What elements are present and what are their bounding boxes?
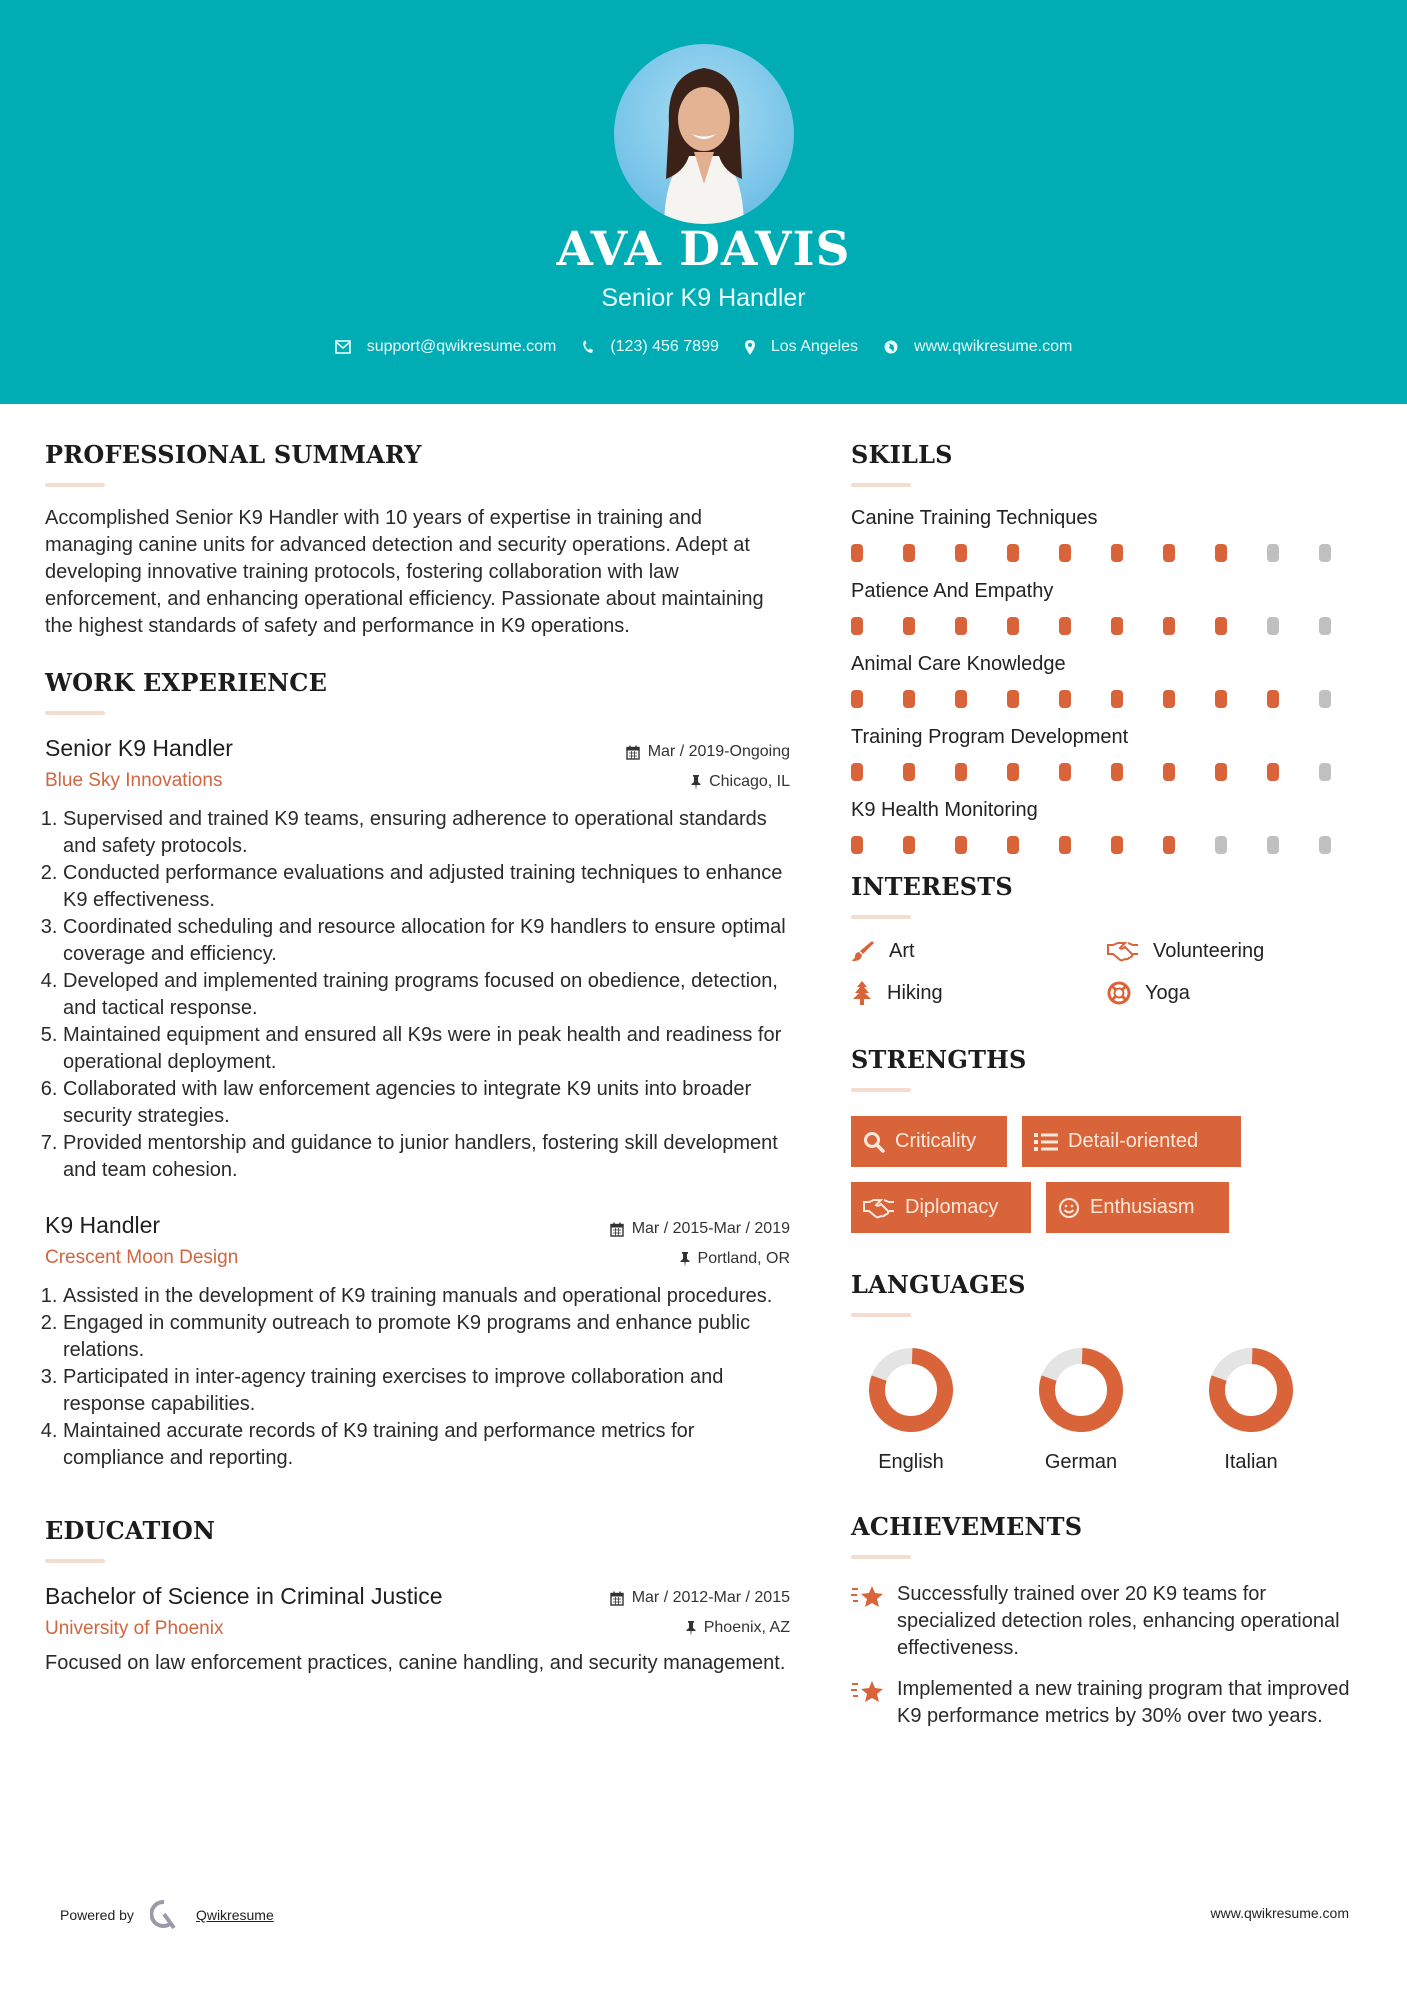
contact-location: Los Angeles xyxy=(745,338,858,356)
section-title: STRENGTHS xyxy=(851,1045,1027,1074)
smile-icon xyxy=(1058,1197,1080,1219)
summary-section xyxy=(45,440,790,640)
rating-dot xyxy=(1319,544,1331,562)
footer-website-link[interactable]: www.qwikresume.com xyxy=(1210,1905,1349,1921)
rating-dot xyxy=(955,617,967,635)
job-entry xyxy=(45,1212,790,1472)
bullet-item: 4. Developed and implemented training programs focused on obedience, detection, and tactical response. xyxy=(63,968,790,1022)
strength-badge-enthusiasm: Enthusiasm xyxy=(1046,1182,1229,1233)
rating-dot xyxy=(851,763,863,781)
bullet-item: 5. Maintained equipment and ensured all K9s were in peak health and readiness for operational deployment. xyxy=(63,1022,790,1076)
rating-dot xyxy=(1007,763,1019,781)
skill-name: Animal Care Knowledge xyxy=(851,653,1066,675)
rating-dot xyxy=(1059,763,1071,781)
skill-item xyxy=(851,726,1371,781)
tree-icon xyxy=(851,981,873,1005)
rating-dot xyxy=(851,617,863,635)
rating-dot xyxy=(851,690,863,708)
rating-dot xyxy=(1319,690,1331,708)
rating-dot xyxy=(851,836,863,854)
education-entry xyxy=(45,1583,790,1677)
bullet-item: 3. Coordinated scheduling and resource allocation for K9 handlers to ensure optimal coverage and efficiency. xyxy=(63,914,790,968)
job-location: Portland, OR xyxy=(610,1250,790,1268)
section-title: ACHIEVEMENTS xyxy=(851,1512,1083,1541)
rating-dot xyxy=(1007,836,1019,854)
job-location: Chicago, IL xyxy=(626,773,790,791)
language-item xyxy=(1191,1347,1361,1474)
skill-item xyxy=(851,580,1371,635)
section-divider xyxy=(851,1313,911,1317)
rating-dot xyxy=(1163,544,1175,562)
interest-volunteering: Volunteering xyxy=(1107,939,1357,963)
section-title: INTERESTS xyxy=(851,872,1013,901)
rating-dot xyxy=(903,690,915,708)
calendar-icon xyxy=(626,745,640,760)
job-dates: Mar / 2015-Mar / 2019 xyxy=(610,1220,790,1238)
degree-title: Bachelor of Science in Criminal Justice xyxy=(45,1583,443,1609)
rating-dot xyxy=(1059,617,1071,635)
section-title: LANGUAGES xyxy=(851,1270,1026,1299)
qwikresume-link[interactable]: Qwikresume xyxy=(195,1907,274,1923)
rating-dot xyxy=(1267,690,1279,708)
skills-section xyxy=(851,440,1371,854)
resume-header xyxy=(0,0,1407,404)
rating-dot xyxy=(1267,617,1279,635)
section-divider xyxy=(851,1088,911,1092)
experience-section xyxy=(45,668,790,1472)
job-dates: Mar / 2019-Ongoing xyxy=(626,743,790,761)
language-donut-chart xyxy=(868,1347,954,1433)
language-name: German xyxy=(1044,1451,1118,1473)
rating-dot xyxy=(1267,763,1279,781)
rating-dot xyxy=(1163,763,1175,781)
skill-rating xyxy=(851,836,1371,854)
profile-photo xyxy=(614,44,794,224)
shooting-star-icon xyxy=(851,1678,885,1706)
rating-dot xyxy=(1215,690,1227,708)
language-donut-chart xyxy=(1038,1347,1124,1433)
skill-name: Patience And Empathy xyxy=(851,580,1054,602)
rating-dot xyxy=(1111,763,1123,781)
section-divider xyxy=(45,1559,105,1563)
strength-badge-criticality: Criticality xyxy=(851,1116,1007,1167)
rating-dot xyxy=(1215,544,1227,562)
rating-dot xyxy=(1163,690,1175,708)
qwikresume-logo-icon xyxy=(150,1900,178,1930)
bullet-item: 2. Conducted performance evaluations and adjusted training techniques to enhance K9 effectiveness. xyxy=(63,860,790,914)
rating-dot xyxy=(955,544,967,562)
footer-powered-by: Powered by Qwikresume xyxy=(60,1900,274,1930)
section-title: SKILLS xyxy=(851,440,953,469)
company-name: Crescent Moon Design xyxy=(45,1247,239,1268)
skill-item xyxy=(851,507,1371,562)
rating-dot xyxy=(1111,836,1123,854)
skill-name: Training Program Development xyxy=(851,726,1129,748)
interest-yoga: Yoga xyxy=(1107,981,1357,1005)
interest-art: Art xyxy=(851,939,1107,963)
strengths-section xyxy=(851,1045,1371,1248)
bullet-item: 4. Maintained accurate records of K9 training and performance metrics for compliance and reporting. xyxy=(63,1418,790,1472)
skill-name: K9 Health Monitoring xyxy=(851,799,1038,821)
school-name: University of Phoenix xyxy=(45,1618,224,1639)
section-title: PROFESSIONAL SUMMARY xyxy=(45,440,422,469)
achievement-item: Implemented a new training program that improved K9 performance metrics by 30% over two years. xyxy=(851,1676,1371,1730)
skill-rating xyxy=(851,763,1371,781)
strength-badge-detail-oriented: Detail-oriented xyxy=(1022,1116,1241,1167)
achievement-item: Successfully trained over 20 K9 teams for specialized detection roles, enhancing operational effectiveness. xyxy=(851,1581,1371,1662)
contact-email[interactable]: support@qwikresume.com xyxy=(335,338,557,356)
language-donut-chart xyxy=(1208,1347,1294,1433)
language-name: English xyxy=(878,1451,944,1473)
handshake-icon xyxy=(1107,940,1139,962)
rating-dot xyxy=(1007,690,1019,708)
rating-dot xyxy=(1215,836,1227,854)
rating-dot xyxy=(955,836,967,854)
language-item xyxy=(1021,1347,1191,1474)
pushpin-icon xyxy=(680,1252,690,1267)
skill-item xyxy=(851,799,1371,854)
skill-item xyxy=(851,653,1371,708)
section-divider xyxy=(851,915,911,919)
education-location: Phoenix, AZ xyxy=(610,1619,790,1637)
job-bullets xyxy=(45,806,790,1184)
education-dates: Mar / 2012-Mar / 2015 xyxy=(610,1589,790,1607)
candidate-name: AVA DAVIS xyxy=(556,222,851,277)
right-column xyxy=(851,440,1371,1730)
candidate-title: Senior K9 Handler xyxy=(601,284,806,312)
rating-dot xyxy=(1059,544,1071,562)
rating-dot xyxy=(1319,617,1331,635)
rating-dot xyxy=(1007,544,1019,562)
section-divider xyxy=(851,1555,911,1559)
rating-dot xyxy=(1319,836,1331,854)
bullet-item: 3. Participated in inter-agency training exercises to improve collaboration and response capabilities. xyxy=(63,1364,790,1418)
interest-hiking: Hiking xyxy=(851,981,1107,1005)
skill-rating xyxy=(851,617,1371,635)
rating-dot xyxy=(1111,617,1123,635)
section-title: EDUCATION xyxy=(45,1516,216,1545)
globe-icon xyxy=(884,340,898,354)
bullet-item: 1. Assisted in the development of K9 training manuals and operational procedures. xyxy=(63,1283,790,1310)
rating-dot xyxy=(903,544,915,562)
languages-section xyxy=(851,1270,1371,1474)
interests-section xyxy=(851,872,1371,1005)
paintbrush-icon xyxy=(851,939,875,963)
rating-dot xyxy=(1007,617,1019,635)
skill-rating xyxy=(851,544,1371,562)
job-title: K9 Handler xyxy=(45,1212,161,1238)
language-name: Italian xyxy=(1224,1451,1278,1473)
job-title: Senior K9 Handler xyxy=(45,735,233,761)
education-description: Focused on law enforcement practices, canine handling, and security management. xyxy=(45,1652,786,1674)
rating-dot xyxy=(1111,544,1123,562)
job-entry xyxy=(45,735,790,1184)
contact-phone[interactable]: (123) 456 7899 xyxy=(582,338,719,356)
rating-dot xyxy=(1267,544,1279,562)
list-icon xyxy=(1034,1132,1058,1152)
map-pin-icon xyxy=(745,340,755,355)
contact-bar xyxy=(0,338,1407,356)
summary-text: Accomplished Senior K9 Handler with 10 years of expertise in training and managing canine units for advanced detection and security operations. Adept at developing innovative training protocols, fostering collaboration with law enforcement, and enhancing operational efficiency. Passionate about maintaining the highest standards of safety and performance in K9 operations. xyxy=(45,507,764,637)
rating-dot xyxy=(903,836,915,854)
achievements-section xyxy=(851,1512,1371,1730)
rating-dot xyxy=(1059,690,1071,708)
skill-rating xyxy=(851,690,1371,708)
rating-dot xyxy=(903,763,915,781)
rating-dot xyxy=(1163,836,1175,854)
calendar-icon xyxy=(610,1591,624,1606)
company-name: Blue Sky Innovations xyxy=(45,770,223,791)
contact-website[interactable]: www.qwikresume.com xyxy=(884,338,1072,356)
section-divider xyxy=(45,483,105,487)
section-title: WORK EXPERIENCE xyxy=(45,668,328,697)
bullet-item: 2. Engaged in community outreach to promote K9 programs and enhance public relations. xyxy=(63,1310,790,1364)
rating-dot xyxy=(1215,763,1227,781)
rating-dot xyxy=(1267,836,1279,854)
section-divider xyxy=(851,483,911,487)
rating-dot xyxy=(1163,617,1175,635)
handshake-icon xyxy=(863,1197,895,1219)
lifebuoy-icon xyxy=(1107,981,1131,1005)
bullet-item: 1. Supervised and trained K9 teams, ensuring adherence to operational standards and safety protocols. xyxy=(63,806,790,860)
strength-badge-diplomacy: Diplomacy xyxy=(851,1182,1031,1233)
rating-dot xyxy=(955,763,967,781)
rating-dot xyxy=(955,690,967,708)
rating-dot xyxy=(1215,617,1227,635)
education-section xyxy=(45,1516,790,1677)
rating-dot xyxy=(1319,763,1331,781)
pushpin-icon xyxy=(686,1621,696,1636)
job-bullets xyxy=(45,1283,790,1472)
left-column xyxy=(45,440,790,1677)
section-divider xyxy=(45,711,105,715)
rating-dot xyxy=(1111,690,1123,708)
language-item xyxy=(851,1347,1021,1474)
skill-name: Canine Training Techniques xyxy=(851,507,1098,529)
bullet-item: 6. Collaborated with law enforcement agencies to integrate K9 units into broader security strategies. xyxy=(63,1076,790,1130)
rating-dot xyxy=(1059,836,1071,854)
shooting-star-icon xyxy=(851,1583,885,1611)
search-icon xyxy=(863,1131,885,1153)
phone-icon xyxy=(582,340,594,354)
rating-dot xyxy=(903,617,915,635)
calendar-icon xyxy=(610,1222,624,1237)
pushpin-icon xyxy=(691,775,701,790)
bullet-item: 7. Provided mentorship and guidance to junior handlers, fostering skill development and team cohesion. xyxy=(63,1130,790,1184)
envelope-icon xyxy=(335,340,351,354)
rating-dot xyxy=(851,544,863,562)
